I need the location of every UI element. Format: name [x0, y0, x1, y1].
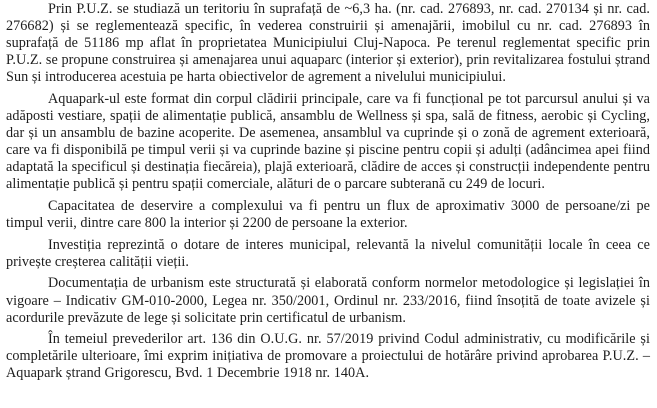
paragraph-documentation: Documentația de urbanism este structurată și elaborată conform normelor metodologice și legislației în vigoare – Indicativ GM-010-2000, Legea nr. 350/2001, Ordinul nr. 233/2016, fiind însoțită de toate avizele și acordurile prevăzute de lege și solicitate prin certificatul de urbanism. — [6, 275, 650, 326]
paragraph-aquapark-description: Aquapark-ul este format din corpul clădirii principale, care va fi funcțional pe tot parcursul anului și va adăposti vestiare, spații de alimentație publică, ansamblu de Wellness și spa, sală de fitness, aerobic și Cycling, dar și un ansamblu de bazine acoperite. De asemenea, ansamblul va cuprinde și o zonă de agrement exterioară, care va fi disponibilă pe timpul verii și va cuprinde bazine și piscine pentru copii și adulți (adâncimea apei fiind adaptată la specificul și destinația fiecăreia), plajă exterioară, clădire de acces și construcții independente pentru alimentație publică și pentru spații comerciale, alături de o parcare subterană cu 249 de locuri. — [6, 90, 650, 193]
document-body — [6, 1, 650, 382]
paragraph-legal-basis: În temeiul prevederilor art. 136 din O.U.G. nr. 57/2019 privind Codul administrativ, cu modificările și completările ulterioare, îmi exprim inițiativa de promovare a proiectului de hotărâre privind aprobarea P.U.Z. – Aquapark ștrand Grigorescu, Bvd. 1 Decembrie 1918 nr. 140A. — [6, 331, 650, 382]
paragraph-capacity: Capacitatea de deservire a complexului va fi pentru un flux de aproximativ 3000 de persoane/zi pe timpul verii, dintre care 800 la interior și 2200 de persoane la exterior. — [6, 198, 650, 232]
paragraph-puz-study: Prin P.U.Z. se studiază un teritoriu în suprafață de ~6,3 ha. (nr. cad. 276893, nr. cad. 270134 și nr. cad. 276682) și se reglementează specific, în vederea construirii și amenajării, imobilul cu nr. cad. 276893 în suprafață de 51186 mp aflat în proprietatea Municipiului Cluj-Napoca. Pe terenul reglementat specific prin P.U.Z. se propune construirea și amenajarea unui aquaparc (interior și exterior), prin revitalizarea fostului ștrand Sun și introducerea acestuia pe harta obiectivelor de agrement a nivelului municipiului. — [6, 1, 650, 86]
paragraph-investment: Investiția reprezintă o dotare de interes municipal, relevantă la nivelul comunității locale în ceea ce privește creșterea calității vieții. — [6, 236, 650, 270]
